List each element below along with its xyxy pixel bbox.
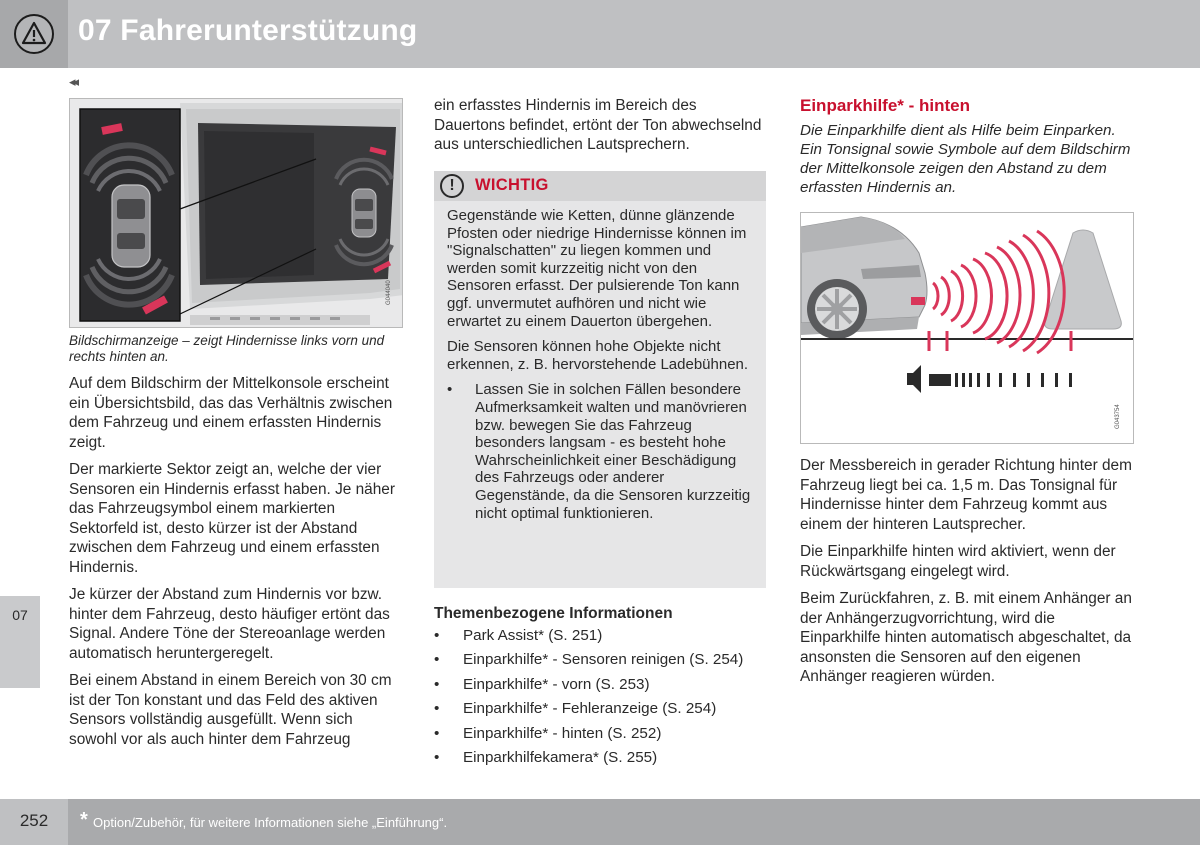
paragraph: Die Einparkhilfe hinten wird aktiviert, wenn der Rückwärtsgang eingelegt wird. — [800, 543, 1116, 580]
related-link[interactable]: • Park Assist* (S. 251) — [434, 626, 766, 650]
related-link[interactable]: • Einparkhilfe* - Fehleranzeige (S. 254) — [434, 699, 766, 723]
middle-column-continuation — [434, 96, 766, 163]
warning-bullet: • Lassen Sie in solchen Fällen besondere Aufmerksamkeit walten und manövrieren bzw. bewegen Sie das Fahrzeug besonders langsam - es besteht hohe Wahrscheinlichkeit einer Beschädigung des Fahrzeugs oder anderer Gegenstände, da die Sensoren kurzzeitig nicht optimal funktionieren. — [447, 381, 759, 522]
page-number: 252 — [19, 811, 49, 830]
paragraph: ein erfasstes Hindernis im Bereich des Dauertons befindet, ertönt der Ton abwechselnd aus unterschiedlichen Lautsprechern. — [434, 97, 762, 153]
paragraph: Auf dem Bildschirm der Mittelkonsole erscheint ein Übersichtsbild, das das Verhältnis zwischen dem Fahrzeug und einem erfassten Hindernis zeigt. — [69, 375, 393, 451]
header-icon-box — [0, 0, 68, 68]
related-link[interactable]: • Einparkhilfekamera* (S. 255) — [434, 748, 766, 772]
section-title: Einparkhilfe* - hinten — [800, 96, 971, 115]
rear-sensor-illustration — [801, 213, 1134, 444]
console-display-illustration — [70, 99, 403, 328]
paragraph: Der markierte Sektor zeigt an, welche der vier Sensoren ein Hindernis erfasst haben. Je näher das Fahrzeugsymbol einem markierten Sektorfeld ist, desto kürzer ist der Abstand zwischen dem Fahrzeug und einem erfassten Hindernis. — [69, 461, 395, 576]
paragraph: Je kürzer der Abstand zum Hindernis vor bzw. hinter dem Fahrzeug, desto häufiger ertönt das Signal. Andere Töne der Stereoanlage werden automatisch heruntergeregelt. — [69, 586, 390, 662]
warning-body — [447, 207, 759, 530]
warning-triangle-icon — [14, 14, 54, 54]
paragraph: Der Messbereich in gerader Richtung hinter dem Fahrzeug liegt bei ca. 1,5 m. Das Tonsignal für Hindernisse hinter dem Fahrzeug kommt aus einem der hinteren Lautsprecher. — [800, 457, 1132, 533]
warning-paragraph: Die Sensoren können hohe Objekte nicht erkennen, z. B. hervorstehende Ladebühnen. — [447, 338, 749, 373]
footnote-star: * — [80, 809, 88, 831]
right-column-text — [800, 456, 1134, 695]
warning-paragraph: Gegenstände wie Ketten, dünne glänzende Pfosten oder niedrige Hindernisse können im "Signalschatten" zu liegen kommen und werden somit kurzzeitig nicht von den Sensoren erfasst. Der pulsierende Ton kann ggf. unvermutet aufhören und nicht wie erwartet zu einem Dauerton übergehen. — [447, 207, 747, 330]
related-link[interactable]: • Einparkhilfe* - Sensoren reinigen (S. 254) — [434, 650, 766, 674]
section-intro: Die Einparkhilfe dient als Hilfe beim Einparken. Ein Tonsignal sowie Symbole auf dem Bildschirm der Mittelkonsole zeigen den Abstand zu dem erfassten Hindernis an. — [800, 122, 1131, 196]
warning-header — [434, 171, 766, 201]
figure-caption: Bildschirmanzeige – zeigt Hindernisse links vorn und rechts hinten an. — [69, 333, 385, 364]
left-column-text — [69, 374, 401, 757]
chapter-tab-number: 07 — [12, 607, 28, 623]
chapter-title: 07 Fahrerunterstützung — [78, 14, 418, 47]
back-navigation-icon[interactable]: ◂◂ — [69, 74, 77, 89]
warning-box — [434, 171, 766, 588]
footnote-text: Option/Zubehör, für weitere Informationen siehe „Einführung“. — [93, 815, 448, 830]
exclamation-icon: ! — [440, 174, 464, 198]
rear-sensor-figure — [800, 212, 1134, 444]
related-info-title: Themenbezogene Informationen — [434, 605, 673, 622]
figure-code-left: G044040 — [386, 280, 392, 305]
related-link[interactable]: • Einparkhilfe* - vorn (S. 253) — [434, 675, 766, 699]
console-display-figure — [69, 98, 403, 328]
related-info-list — [434, 626, 766, 772]
paragraph: Bei einem Abstand in einem Bereich von 30 cm ist der Ton konstant und das Feld des aktiven Sensors vollständig ausgefüllt. Wenn sich sowohl vor als auch hinter dem Fahrzeug — [69, 672, 392, 748]
related-link[interactable]: • Einparkhilfe* - hinten (S. 252) — [434, 724, 766, 748]
warning-title: WICHTIG — [475, 176, 549, 194]
figure-code-right: G043754 — [1115, 404, 1121, 429]
paragraph: Beim Zurückfahren, z. B. mit einem Anhänger an der Anhängerzugvorrichtung, wird die Einparkhilfe hinten automatisch abgeschaltet, da ansonsten die Sensoren auf den eigenen Anhänger reagieren würden. — [800, 590, 1132, 685]
